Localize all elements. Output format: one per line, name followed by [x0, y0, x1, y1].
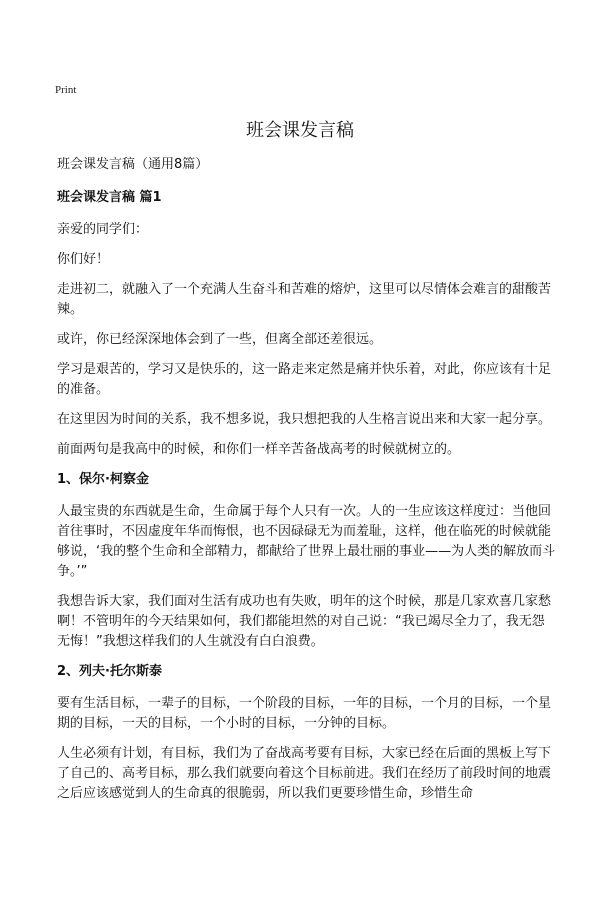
paragraph: 或许，你已经深深地体会到了一些，但离全部还差很远。	[57, 332, 383, 347]
document-title: 班会课发言稿	[246, 120, 354, 141]
document-body	[57, 155, 557, 814]
document-subtitle: 班会课发言稿（通用8篇）	[57, 157, 209, 172]
quote1-heading: 1、保尔·柯察金	[57, 472, 149, 487]
paragraph: 我想告诉大家，我们面对生活有成功也有失败，明年的这个时候，那是几家欢喜几家愁啊！不管明年的今天结果如何，我们都能坦然的对自己说：“我已竭尽全力了，我无怨无悔！”我想这样我们的人生就没有白白浪费。	[57, 594, 552, 649]
paragraph: 学习是艰苦的，学习又是快乐的，这一路走来定然是痛并快乐着，对此，你应该有十足的准备。	[57, 362, 552, 397]
paragraph: 人生必须有计划，有目标，我们为了奋战高考要有目标，大家已经在后面的黑板上写下了自己的、高考目标，那么我们就要向着这个目标前进。我们在经历了前段时间的地震之后应该感觉到人的生命真的很脆弱，所以我们更要珍惜生命，珍惜生命	[57, 746, 552, 801]
print-link[interactable]: Print	[55, 84, 77, 96]
paragraph: 前面两句是我高中的时候，和你们一样辛苦备战高考的时候就树立的。	[57, 442, 461, 457]
paragraph: 亲爱的同学们：	[57, 222, 149, 237]
paragraph: 要有生活目标，一辈子的目标，一个阶段的目标，一年的目标，一个月的目标，一个星期的目标，一天的目标，一个小时的目标，一分钟的目标。	[57, 696, 552, 731]
paragraph: 走进初二，就融入了一个充满人生奋斗和苦难的熔炉，这里可以尽情体会难言的甜酸苦辣。	[57, 282, 552, 317]
paragraph: 人最宝贵的东西就是生命，生命属于每个人只有一次。人的一生应该这样度过：当他回首往事时，不因虚度年华而悔恨，也不因碌碌无为而羞耻，这样，他在临死的时候就能够说，‘我的整个生命和全部精力，都献给了世界上最壮丽的事业——为人类的解放而斗争。’”	[57, 504, 556, 579]
section-heading: 班会课发言稿 篇1	[57, 190, 162, 205]
paragraph: 在这里因为时间的关系，我不想多说，我只想把我的人生格言说出来和大家一起分享。	[57, 412, 552, 427]
quote2-heading: 2、列夫·托尔斯泰	[57, 664, 162, 679]
paragraph: 你们好！	[57, 252, 110, 267]
